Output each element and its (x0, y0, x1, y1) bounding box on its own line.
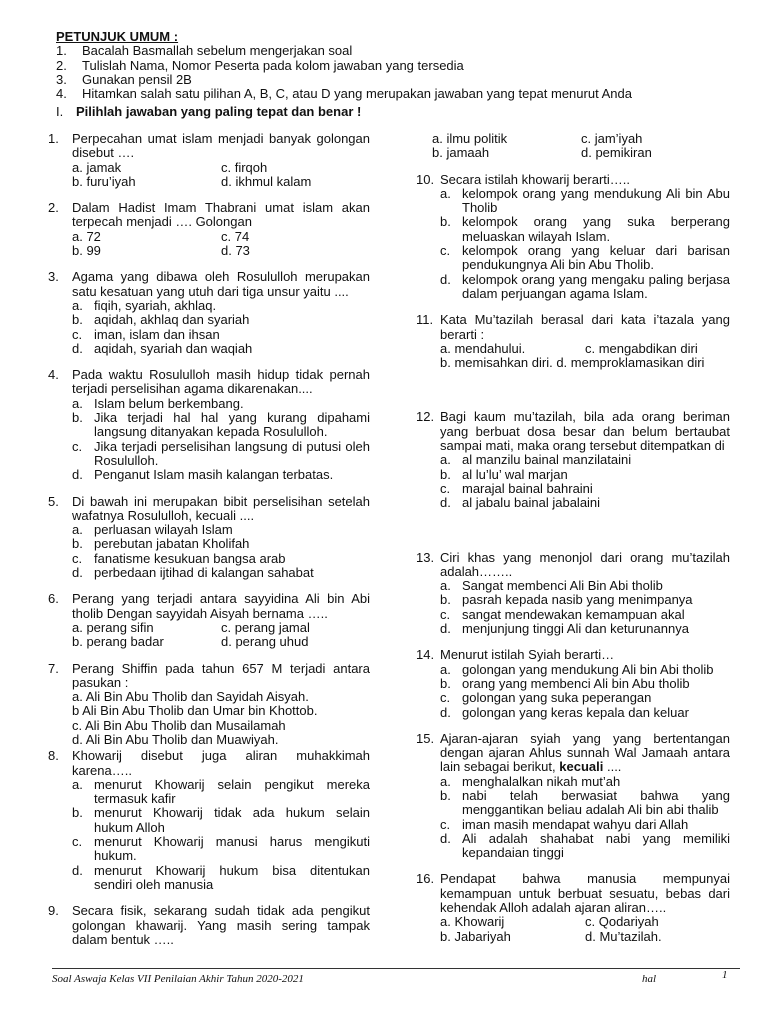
question-3: 3. Agama yang dibawa oleh Rosululloh merupakan satu kesatuan yang utuh dari tiga unsur yaitu .... a. fiqih, syariah, akhlaq. b. aqidah, akhlaq dan syariah c. iman, islam dan ihsan d. aqidah, syariah dan waqiah (48, 269, 370, 356)
question-text: Secara fisik, sekarang sudah tidak ada pengikut golongan khawarij. Yang masih sering tampak dalam bentuk ….. (72, 903, 370, 947)
option: c. Jika terjadi perselisihan langsung di putusi oleh Rosululloh. (72, 438, 370, 468)
option: d. Penganut Islam masih kalangan terbatas. (72, 467, 334, 483)
option: a. menurut Khowarij selain pengikut mereka termasuk kafir (72, 776, 370, 807)
question-2: 2. Dalam Hadist Imam Thabrani umat islam akan terpecah menjadi …. Golongan a. 72 c. 74 b. 99 d. 73 (48, 200, 370, 259)
option: c. sangat mendewakan kemampuan akal (440, 606, 685, 622)
option: d. aqidah, syariah dan waqiah (72, 340, 253, 356)
option: a. Islam belum berkembang. (72, 395, 244, 411)
option: a. menghalalkan nikah mut’ah (440, 773, 621, 789)
option: c. perang jamal (221, 619, 310, 635)
question-12: 12. Bagi kaum mu’tazilah, bila ada orang beriman yang berbuat dosa besar dan belum bertaubat sampai mati, maka orang tersebut ditempatkan di a. al manzilu bainal manzilataini b. al lu’lu’ wal marjan c. marajal bainal bahraini d. al jabalu bainal jabalaini (416, 409, 730, 511)
question-14: 14. Menurut istilah Syiah berarti… a. golongan yang mendukung Ali bin Abi tholib b. orang yang membenci Ali bin Abu tholib c. golongan yang suka peperangan d. golongan yang keras kepala dan keluar (416, 648, 730, 719)
question-text: Pada waktu Rosululloh masih hidup tidak pernah terjadi perselisihan agama dikarenakan.... (72, 367, 370, 397)
option: c. kelompok orang yang keluar dari barisan pendukungnya Ali bin Abu Tholib. (440, 243, 730, 273)
option: d. menjunjung tinggi Ali dan keturunannya (440, 621, 689, 637)
option: b. furu’iyah (72, 173, 136, 189)
option: b. 99 (72, 243, 101, 259)
page-number: 1 (722, 969, 728, 981)
option: a. al manzilu bainal manzilataini (440, 452, 632, 468)
question-text: Perang Shiffin pada tahun 657 M terjadi antara pasukan : (72, 660, 370, 690)
option: a. jamak (72, 159, 122, 175)
question-text: Kata Mu’tazilah berasal dari kata i’tazala yang berarti : (440, 312, 730, 342)
question-4: 4. Pada waktu Rosululloh masih hidup tidak pernah terjadi perselisihan agama dikarenakan.... a. Islam belum berkembang. b. Jika terjadi hal hal yang kurang dipahami langsung ditanyakan kepada Rosululloh. c. Jika terjadi perselisihan langsung di putusi oleh Rosululloh. d. Penganut Islam masih kalangan terbatas. (48, 367, 370, 483)
left-column (48, 132, 370, 959)
option: c. iman masih mendapat wahyu dari Allah (440, 816, 689, 832)
question-text: Dalam Hadist Imam Thabrani umat islam akan terpecah menjadi …. Golongan (72, 200, 370, 230)
option: a. ilmu politik (432, 131, 508, 146)
option: b. perang badar (72, 634, 164, 650)
question-8: 8. Khowarij disebut juga aliran muhakkimah karena….. a. menurut Khowarij selain pengikut mereka termasuk kafir b. menurut Khowarij tidak ada hukum selain hukum Alloh c. menurut Khowarij manusi harus mengikuti hukum. d. menurut Khowarij hukum bisa ditentukan sendiri oleh manusia (48, 748, 370, 892)
option: a. Ali Bin Abu Tholib dan Sayidah Aisyah. (72, 689, 309, 705)
question-1: 1. Perpecahan umat islam menjadi banyak golongan disebut …. a. jamak c. firqoh b. furu’iyah d. ikhmul kalam (48, 131, 370, 189)
question-11: 11. Kata Mu’tazilah berasal dari kata i’tazala yang berarti : a. mendahului. c. mengabdikan diri b. memisahkan diri. d. memproklamasikan diri (416, 312, 730, 371)
option: b. pasrah kepada nasib yang menimpanya (440, 592, 693, 608)
option: a. kelompok orang yang mendukung Ali bin Abu Tholib (440, 185, 730, 216)
option: d. Ali adalah shahabat nabi yang memiliki kepandaian tinggi (440, 830, 730, 861)
question-9-options (416, 132, 730, 161)
option: c. mengabdikan diri (585, 340, 698, 356)
footer-hal: hal (642, 973, 657, 985)
option: b. Jika terjadi hal hal yang kurang dipahami langsung ditanyakan kepada Rosululloh. (72, 410, 370, 440)
option: a. mendahului. (440, 340, 526, 356)
option: d. pemikiran (581, 145, 652, 161)
option: c. marajal bainal bahraini (440, 480, 593, 496)
option: d. ikhmul kalam (221, 173, 312, 189)
option: a. golongan yang mendukung Ali bin Abi tholib (440, 661, 714, 677)
option: b. Jabariyah (440, 928, 511, 944)
question-text: Khowarij disebut juga aliran muhakkimah karena….. (72, 748, 370, 778)
question-9: 9. Secara fisik, sekarang sudah tidak ada pengikut golongan khawarij. Yang masih sering tampak dalam bentuk ….. (48, 903, 370, 947)
option: c. fanatisme kesukuan bangsa arab (72, 550, 286, 566)
question-text: Menurut istilah Syiah berarti… (440, 647, 615, 663)
option: d. menurut Khowarij hukum bisa ditentukan sendiri oleh manusia (72, 862, 370, 892)
option: d. al jabalu bainal jabalaini (440, 495, 601, 511)
general-instructions (56, 30, 746, 120)
option: d. 73 (221, 243, 250, 259)
question-10: 10. Secara istilah khowarij berarti….. a. kelompok orang yang mendukung Ali bin Abu Tholib b. kelompok orang yang suka berperang meluaskan wilayah Islam. c. kelompok orang yang keluar dari barisan pendukungnya Ali bin Abu Tholib. d. kelompok orang yang mengaku paling berjasa dalam perjuangan agama Islam. (416, 171, 730, 301)
question-text: Ajaran-ajaran syiah yang yang bertentangan dengan ajaran Ahlus sunnah Wal Jamaah antara lain sebagai berikut, kecuali .... (440, 730, 730, 775)
option: c. Ali Bin Abu Tholib dan Musailamah (72, 717, 286, 733)
question-text: Perpecahan umat islam menjadi banyak golongan disebut …. (72, 131, 370, 161)
option: d. Mu’tazilah. (585, 928, 662, 944)
question-16: 16. Pendapat bahwa manusia mempunyai kemampuan untuk berbuat sesuatu, bebas dari kehendak Alloh adalah ajaran aliran….. a. Khowarij c. Qodariyah b. Jabariyah d. Mu’tazilah. (416, 871, 730, 944)
option: c. firqoh (221, 159, 268, 175)
option: a. perluasan wilayah Islam (72, 522, 233, 538)
instruction-item: 1. Bacalah Basmallah sebelum mengerjakan soal (56, 43, 353, 59)
question-5: 5. Di bawah ini merupakan bibit perselisihan setelah wafatnya Rosululloh, kecuali .... a. perluasan wilayah Islam b. perebutan jabatan Kholifah c. fanatisme kesukuan bangsa arab d. perbedaan ijtihad di kalangan sahabat (48, 493, 370, 581)
kecuali-emphasis: kecuali (559, 759, 604, 775)
option: a. Khowarij (440, 914, 505, 930)
footer-divider (52, 968, 740, 969)
option: c. Qodariyah (585, 914, 659, 930)
option: b. aqidah, akhlaq dan syariah (72, 312, 250, 328)
instructions-title: PETUNJUK UMUM : (56, 29, 179, 44)
option: b. perebutan jabatan Kholifah (72, 536, 250, 552)
option: a. perang sifin (72, 619, 154, 635)
option: d. kelompok orang yang mengaku paling berjasa dalam perjuangan agama Islam. (440, 271, 730, 301)
option: b. kelompok orang yang suka berperang meluaskan wilayah Islam. (440, 214, 730, 244)
question-text: Agama yang dibawa oleh Rosululloh merupakan satu kesatuan yang utuh dari tiga unsur yaitu .... (72, 269, 370, 299)
option: c. iman, islam dan ihsan (72, 326, 220, 342)
option: c. golongan yang suka peperangan (440, 690, 652, 706)
question-text: Bagi kaum mu’tazilah, bila ada orang beriman yang berbuat dosa besar dan belum bertaubat sampai mati, maka orang tersebut ditempatkan di (440, 409, 730, 454)
page-footer (52, 969, 732, 986)
option: b Ali Bin Abu Tholib dan Umar bin Khottob. (72, 703, 318, 719)
option: a. fiqih, syariah, akhlaq. (72, 297, 217, 313)
option: b. jamaah (432, 145, 490, 161)
option: c. 74 (221, 228, 250, 244)
option: d. Ali Bin Abu Tholib dan Muawiyah. (72, 731, 279, 747)
section-heading: I. Pilihlah jawaban yang paling tepat dan benar ! (56, 104, 362, 120)
instruction-item: 2. Tulislah Nama, Nomor Peserta pada kolom jawaban yang tersedia (56, 57, 464, 73)
option: b. menurut Khowarij tidak ada hukum selain hukum Alloh (72, 805, 370, 835)
question-7: 7. Perang Shiffin pada tahun 657 M terjadi antara pasukan : a. Ali Bin Abu Tholib dan Sayidah Aisyah. b Ali Bin Abu Tholib dan Umar bin Khottob. c. Ali Bin Abu Tholib dan Musailamah d. Ali Bin Abu Tholib dan Muawiyah. (48, 660, 370, 747)
option: b. memisahkan diri. d. memproklamasikan diri (440, 355, 705, 371)
question-6: 6. Perang yang terjadi antara sayyidina Ali bin Abi tholib Dengan sayyidah Aisyah bernama ….. a. perang sifin c. perang jamal b. perang badar d. perang uhud (48, 591, 370, 650)
option: d. perang uhud (221, 634, 309, 650)
option: c. menurut Khowarij manusi harus mengikuti hukum. (72, 834, 370, 864)
question-text: Pendapat bahwa manusia mempunyai kemampuan untuk berbuat sesuatu, bebas dari kehendak Alloh adalah ajaran aliran….. (440, 871, 730, 916)
instruction-item: 4. Hitamkan salah satu pilihan A, B, C, atau D yang merupakan jawaban yang tepat menurut Anda (56, 86, 632, 102)
option: c. jam’iyah (581, 131, 643, 146)
question-text: Di bawah ini merupakan bibit perselisihan setelah wafatnya Rosululloh, kecuali .... (72, 493, 370, 523)
option: d. golongan yang keras kepala dan keluar (440, 704, 689, 720)
question-15: 15. Ajaran-ajaran syiah yang yang bertentangan dengan ajaran Ahlus sunnah Wal Jamaah antara lain sebagai berikut, kecuali .... a. menghalalkan nikah mut’ah b. nabi telah berwasiat bahwa yang menggantikan beliau adalah Ali bin abi thalib c. iman masih mendapat wahyu dari Allah d. Ali adalah shahabat nabi yang memiliki kepandaian tinggi (416, 730, 730, 861)
option: b. al lu’lu’ wal marjan (440, 466, 568, 482)
question-13: 13. Ciri khas yang menonjol dari orang mu’tazilah adalah…….. a. Sangat membenci Ali Bin Abi tholib b. pasrah kepada nasib yang menimpanya c. sangat mendewakan kemampuan akal d. menjunjung tinggi Ali dan keturunannya (416, 549, 730, 637)
footer-title: Soal Aswaja Kelas VII Penilaian Akhir Tahun 2020-2021 (52, 973, 304, 985)
question-text: Ciri khas yang menonjol dari orang mu’tazilah adalah…….. (440, 549, 730, 579)
option: b. nabi telah berwasiat bahwa yang menggantikan beliau adalah Ali bin abi thalib (440, 787, 730, 818)
question-text: Secara istilah khowarij berarti….. (440, 171, 631, 187)
option: a. 72 (72, 228, 101, 244)
question-text: Perang yang terjadi antara sayyidina Ali bin Abi tholib Dengan sayyidah Aisyah bernama ….. (72, 591, 370, 621)
right-column (416, 132, 730, 956)
option: d. perbedaan ijtihad di kalangan sahabat (72, 565, 314, 581)
option: a. Sangat membenci Ali Bin Abi tholib (440, 578, 663, 594)
option: b. orang yang membenci Ali bin Abu tholib (440, 675, 690, 691)
instruction-item: 3. Gunakan pensil 2B (56, 71, 192, 87)
